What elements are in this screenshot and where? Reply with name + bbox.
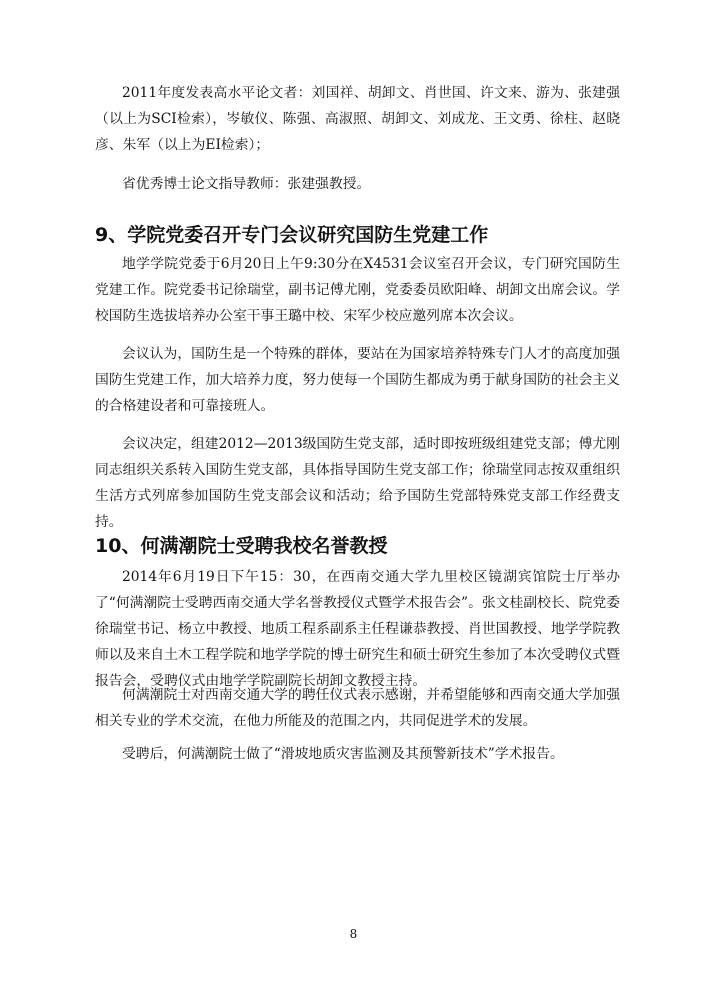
paragraph-papers-list: 2011年度发表高水平论文者：刘国祥、胡卸文、肖世国、许文来、游为、张建强（以上为SCI检索），岑敏仪、陈强、高淑照、胡卸文、刘成龙、王文勇、徐柱、赵晓彦、朱军（以上为EI检索）； xyxy=(95,85,620,153)
section-10-paragraph-2: 何满潮院士对西南交通大学的聘任仪式表示感谢，并希望能够和西南交通大学加强相关专业的学术交流，在他力所能及的范围之内，共同促进学术的发展。 xyxy=(95,687,620,729)
section-10-paragraph-1: 2014年6月19日下午15：30，在西南交通大学九里校区镜湖宾馆院士厅举办了“何满潮院士受聘西南交通大学名誉教授仪式暨学术报告会”。张文桂副校长、院党委徐瑞堂书记、杨立中教授、地质工程系副系主任程谦恭教授、肖世国教授、地学学院教师以及来自土木工程学院和地学学院的博士研究生和硕士研究生参加了本次受聘仪式暨报告会，受聘仪式由地学学院副院长胡卸文教授主持。 xyxy=(95,569,620,689)
section-9-paragraph-3: 会议决定，组建2012—2013级国防生党支部，适时即按班级组建党支部；傅尤刚同志组织关系转入国防生党支部，具体指导国防生党支部工作；徐瑞堂同志按双重组织生活方式列席参加国防生党支部会议和活动；给予国防生党部特殊党支部工作经费支持。 xyxy=(95,436,620,530)
section-9-paragraph-1: 地学学院党委于6月20日上午9:30分在X4531会议室召开会议，专门研究国防生党建工作。院党委书记徐瑞堂，副书记傅尤刚，党委委员欧阳峰、胡卸文出席会议。学校国防生选拔培养办公室干事王璐中校、宋军少校应邀列席本次会议。 xyxy=(95,256,620,324)
paragraph-doctoral-advisor: 省优秀博士论文指导教师：张建强教授。 xyxy=(122,176,371,192)
section-9-paragraph-2: 会议认为，国防生是一个特殊的群体，要站在为国家培养特殊专门人才的高度加强国防生党建工作，加大培养力度，努力使每一个国防生都成为勇于献身国防的社会主义的合格建设者和可靠接班人。 xyxy=(95,346,620,414)
section-10-paragraph-3: 受聘后，何满潮院士做了“滑坡地质灾害监测及其预警新技术”学术报告。 xyxy=(122,746,564,762)
page-number: 8 xyxy=(349,927,358,941)
section-9-heading: 9、学院党委召开专门会议研究国防生党建工作 xyxy=(95,224,489,246)
section-10-heading: 10、何满潮院士受聘我校名誉教授 xyxy=(95,535,388,557)
